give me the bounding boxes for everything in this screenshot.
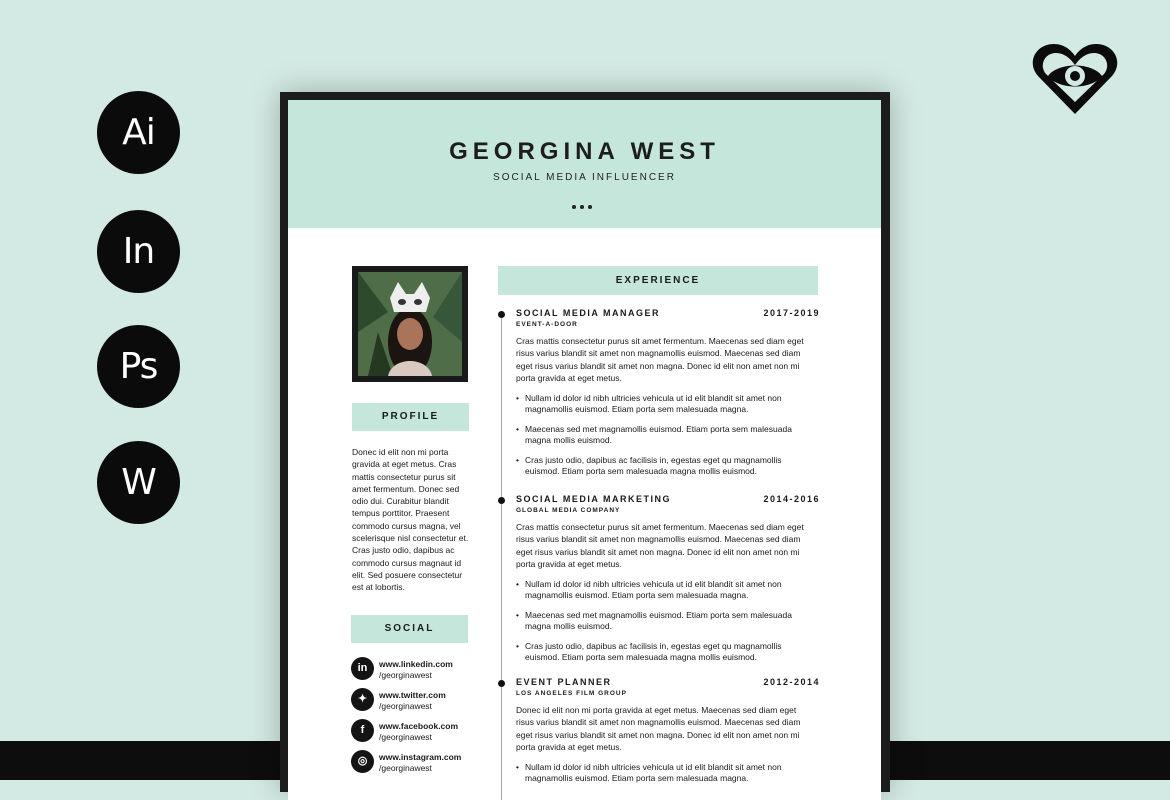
social-handle: /georginawest: [379, 763, 432, 773]
job-title: SOCIAL MEDIA MANAGER: [516, 308, 661, 318]
profile-text: Donec id elit non mi porta gravida at eget metus. Cras mattis consectetur purus sit amet fermentum. Donec sed odio dui. Curabitur blandit tempus porttitor. Praesent commodo cursus magna, vel scelerisque nisl consectetur et. Cras justo odio, dapibus ac commodo cursus magnaut id elit. Sed posuere consectetur est at lobortis.: [352, 447, 469, 593]
facebook-icon: f: [351, 719, 374, 742]
resume-header: [288, 100, 881, 228]
job-years: 2014-2016: [763, 494, 820, 504]
timeline-line: [501, 312, 502, 800]
job-description: Donec id elit non mi porta gravida at eget metus. Maecenas sed diam eget risus varius blandit sit amet non magnamollis euismod. Maecenas sed diam eget risus varius blandit sit amet non magna. Donec id elit non amet non mi porta gravida at eget metus.: [516, 705, 801, 753]
job-company: LOS ANGELES FILM GROUP: [516, 690, 627, 697]
social-url: www.linkedin.com: [379, 659, 453, 669]
profile-photo: [352, 266, 468, 382]
job-title: SOCIAL MEDIA MARKETING: [516, 494, 672, 504]
social-heading: SOCIAL: [351, 615, 468, 643]
timeline-dot: [498, 680, 505, 687]
portrait-image: [358, 272, 462, 376]
resume-role: SOCIAL MEDIA INFLUENCER: [493, 172, 676, 183]
instagram-icon: ◎: [351, 750, 374, 773]
job-years: 2012-2014: [763, 677, 820, 687]
job-description: Cras mattis consectetur purus sit amet fermentum. Maecenas sed diam eget risus varius blandit sit amet non magnamollis euismod. Maecenas sed diam eget risus varius blandit sit amet non magna. Donec id elit non amet non mi porta gravida at eget metus.: [516, 522, 804, 570]
indesign-badge: In: [97, 210, 180, 293]
job-title: EVENT PLANNER: [516, 677, 612, 687]
resume-name: GEORGINA WEST: [449, 138, 720, 165]
job-company: GLOBAL MEDIA COMPANY: [516, 507, 621, 514]
resume-page: GEORGINA WEST SOCIAL MEDIA INFLUENCER PROFILE Donec id elit non mi porta gravida at eget metus. Cras mattis consectetur purus sit amet fermentum. Donec sed odio dui. Curabitur blandit tempus porttitor. Praesent commodo cursus magna, vel scelerisque nisl consectetur et. Cras justo odio, dapibus ac commodo cursus magnaut id elit. Sed posuere consectetur est at lobortis. SOCIAL in www.linkedin.com /georginawest ✦ www.twitter.com /georginawest f www.facebook.com /georginawest ◎ www.instagram.com /georginawest EXPERIENCE SOCIAL MEDIA MANAGER 2017-2019 EVENT-A-DOOR Cras mattis consectetur purus sit amet fermentum. Maecenas sed diam eget risus varius blandit sit amet non magnamollis euismod. Maecenas sed diam eget risus varius blandit sit amet non magna. Donec id elit non amet non mi porta gravida at eget metus. • Nullam id dolor id nibh ultricies vehicula ut id elit blandit sit amet non magnamollis euismod. Etiam porta sem malesuada magna. • Maecenas sed met magnamollis euismod. Etiam porta sem malesuada magna mollis euismod. • Cras justo odio, dapibus ac facilisis in, egestas eget qu magnamollis euismod. Etiam porta sem malesuada magna mollis euismod. SOCIAL MEDIA MARKETING 2014-2016 GLOBAL MEDIA COMPANY Cras mattis consectetur purus sit amet fermentum. Maecenas sed diam eget risus varius blandit sit amet non magnamollis euismod. Maecenas sed diam eget risus varius blandit sit amet non magna. Donec id elit non amet non mi porta gravida at eget metus. • Nullam id dolor id nibh ultricies vehicula ut id elit blandit sit amet non magnamollis euismod. Etiam porta sem malesuada magna. • Maecenas sed met magnamollis euismod. Etiam porta sem malesuada magna mollis euismod. • Cras justo odio, dapibus ac facilisis in, egestas eget qu magnamollis euismod. Etiam porta sem malesuada magna mollis euismod. EVENT PLANNER 2012-2014 LOS ANGELES FILM GROUP Donec id elit non mi porta gravida at eget metus. Maecenas sed diam eget risus varius blandit sit amet non magnamollis euismod. Maecenas sed diam eget risus varius blandit sit amet non magna. Donec id elit non amet non mi porta gravida at eget metus. • Nullam id dolor id nibh ultricies vehicula ut id elit blandit sit amet non magnamollis euismod. Etiam porta sem malesuada magna.: [288, 100, 881, 800]
social-handle: /georginawest: [379, 701, 432, 711]
experience-heading: EXPERIENCE: [498, 266, 818, 295]
twitter-icon: ✦: [351, 688, 374, 711]
linkedin-icon: in: [351, 657, 374, 680]
photoshop-badge: Ps: [97, 325, 180, 408]
profile-heading: PROFILE: [352, 403, 469, 431]
social-handle: /georginawest: [379, 670, 432, 680]
timeline-dot: [498, 311, 505, 318]
job-company: EVENT-A-DOOR: [516, 321, 578, 328]
resume-document: [280, 92, 890, 792]
timeline-dot: [498, 497, 505, 504]
header-dots: [572, 196, 596, 214]
illustrator-badge: Ai: [97, 91, 180, 174]
social-url: www.twitter.com: [379, 690, 446, 700]
job-description: Cras mattis consectetur purus sit amet fermentum. Maecenas sed diam eget risus varius blandit sit amet non magnamollis euismod. Maecenas sed diam eget risus varius blandit sit amet non magna. Donec id elit non amet non mi porta gravida at eget metus.: [516, 336, 804, 384]
heart-eye-icon: [1030, 40, 1120, 116]
social-url: www.facebook.com: [379, 721, 459, 731]
job-years: 2017-2019: [763, 308, 820, 318]
social-handle: /georginawest: [379, 732, 432, 742]
social-url: www.instagram.com: [379, 752, 462, 762]
word-badge: W: [97, 441, 180, 524]
